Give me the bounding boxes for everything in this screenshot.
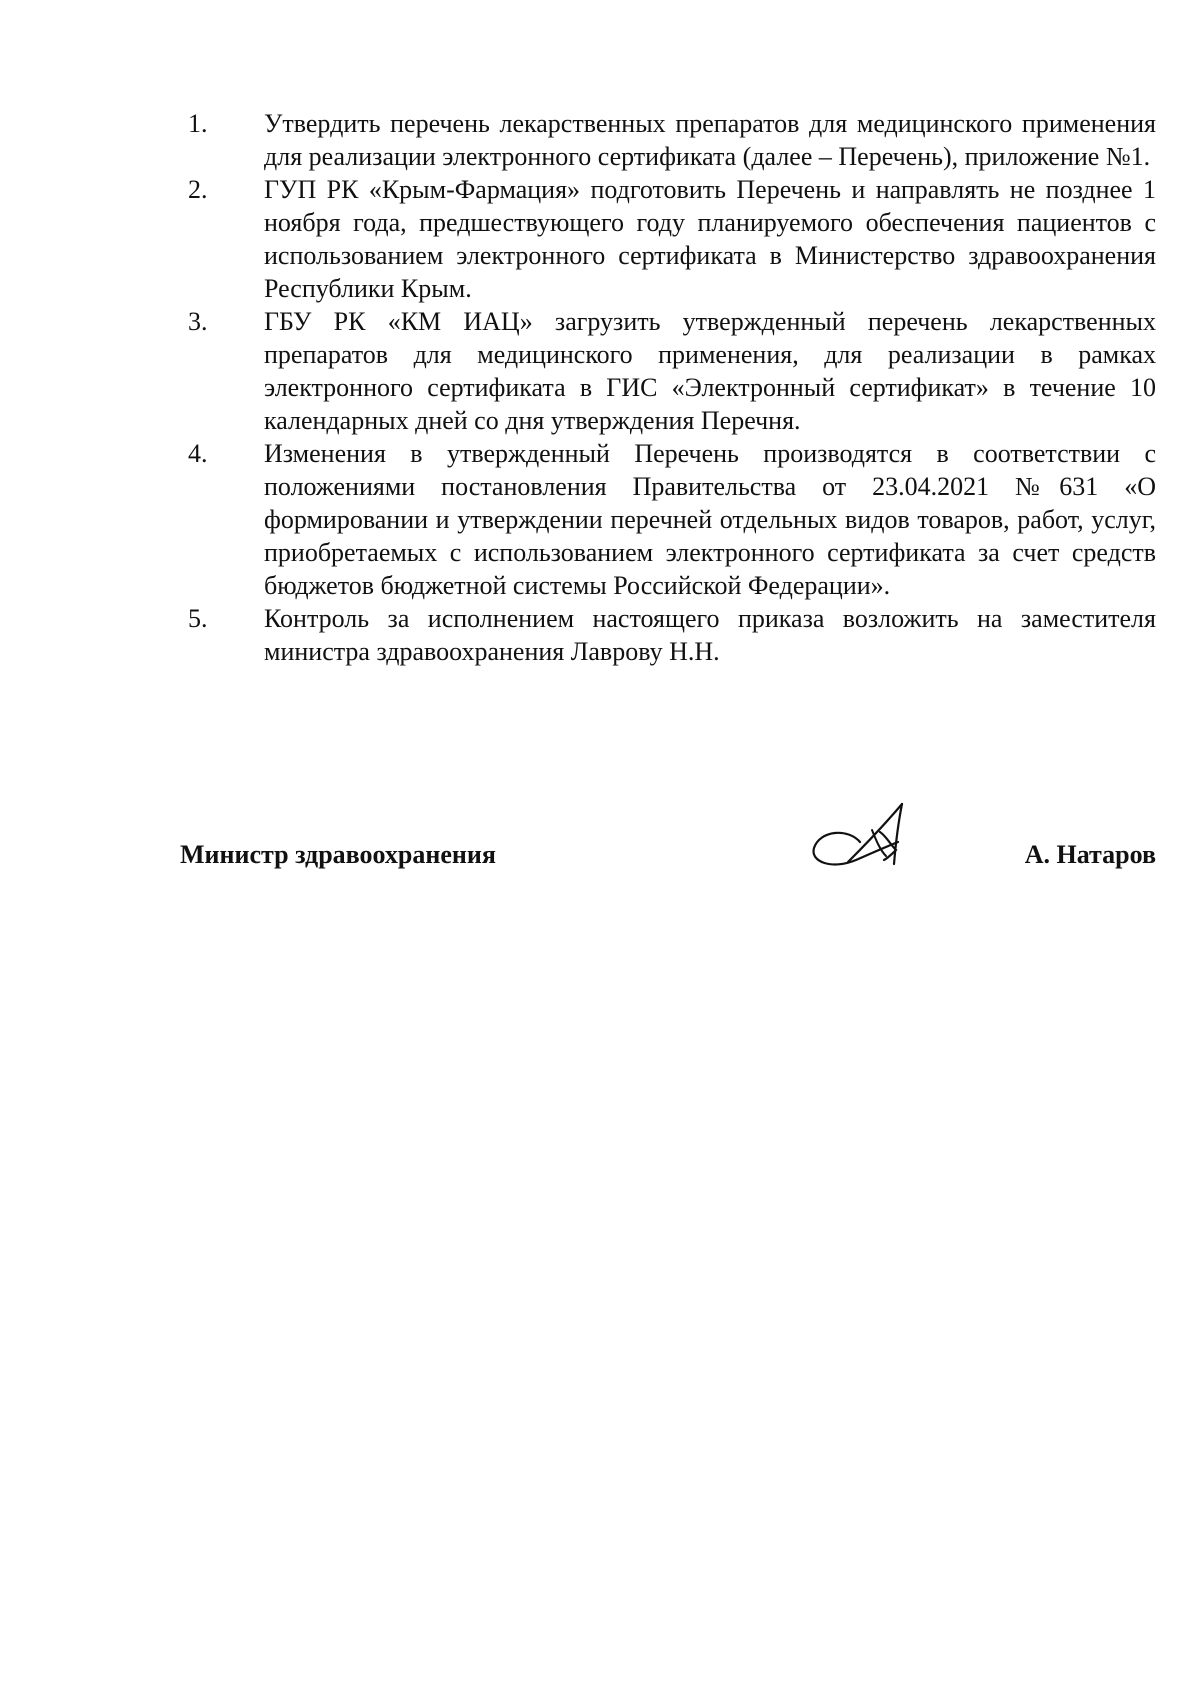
order-item-3 — [188, 305, 1156, 437]
signer-name: А. Натаров — [1024, 840, 1156, 869]
item-number: 3. — [188, 307, 208, 336]
item-number: 1. — [188, 109, 208, 138]
item-text: Утвердить перечень лекарственных препаратов для медицинского применения для реализации электронного сертификата (далее – Перечень), приложение №1. — [264, 109, 1156, 171]
item-number: 4. — [188, 439, 208, 468]
order-item-2 — [188, 173, 1156, 305]
item-number: 2. — [188, 175, 208, 204]
handwritten-signature — [802, 800, 912, 880]
signature-block — [180, 800, 1156, 880]
item-number: 5. — [188, 604, 208, 633]
item-text: ГУП РК «Крым-Фармация» подготовить Перечень и направлять не позднее 1 ноября года, предшествующего году планируемого обеспечения пациентов с использованием электронного сертификата в Министерство здравоохранения Республики Крым. — [264, 175, 1156, 303]
order-item-5 — [188, 602, 1156, 668]
item-text: Изменения в утвержденный Перечень производятся в соответствии с положениями постановления Правительства от 23.04.2021 №631 «О формировании и утверждении перечней отдельных видов товаров, работ, услуг, приобретаемых с использованием электронного сертификата за счет средств бюджетов бюджетной системы Российской Федерации». — [264, 439, 1156, 600]
item-text: ГБУ РК «КМ ИАЦ» загрузить утвержденный перечень лекарственных препаратов для медицинского применения, для реализации в рамках электронного сертификата в ГИС «Электронный сертификат» в течение 10 календарных дней со дня утверждения Перечня. — [264, 307, 1156, 435]
order-item-4 — [188, 437, 1156, 602]
signer-title: Министр здравоохранения — [180, 840, 496, 869]
item-text: Контроль за исполнением настоящего приказа возложить на заместителя министра здравоохранения Лаврову Н.Н. — [264, 604, 1156, 666]
order-items-list — [188, 107, 1156, 668]
order-item-1 — [188, 107, 1156, 173]
